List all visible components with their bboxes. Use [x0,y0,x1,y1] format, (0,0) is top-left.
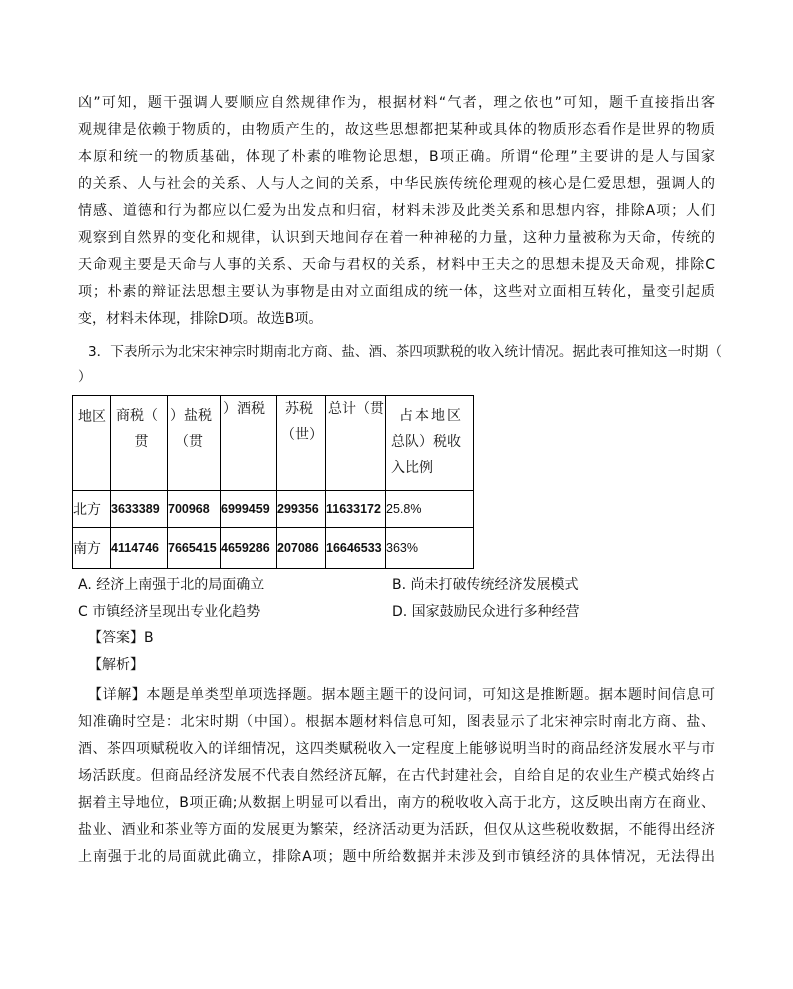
wine-tax-cell: 6999459 [221,491,277,528]
table-header-line: 贯 [134,434,149,450]
option-d: D. 国家鼓励民众进行多种经营 [392,604,580,620]
table-header-cell [73,396,111,491]
explanation-line: 天命观主要是天命与人事的关系、天命与君权的关系，材料中王夫之的思想未提及天命观，排除C [78,257,715,273]
question-line: 3．下表所示为北宋宋神宗时期南北方商、盐、酒、茶四项默税的收入统计情况。据此表可推知这一时期（ [88,344,722,360]
tea-tax-cell: 299356 [277,491,326,528]
ratio-cell: 363% [386,528,474,569]
table-header-cell [326,396,386,491]
table-row [73,528,474,569]
detail-line: 知准确时空是：北宋时期（中国）。根据本题材料信息可知，图表显示了北宋神宗时南北方商、盐、 [78,714,715,730]
table-header-line: 苏税 [285,401,313,417]
table-header-line: ）酒税 [223,401,265,417]
table-row [73,491,474,528]
explanation-line: 本原和统一的物质基础，体现了朴素的唯物论思想，B项正确。所谓“伦理”主要讲的是人与国家 [78,149,715,165]
table-header-line: 总队）税收 [391,434,461,450]
table-header-line: 总计（贯 [328,401,384,417]
table-header-row [73,396,474,491]
explanation-line: 观规律是依赖于物质的，由物质产生的，故这些思想都把某种或具体的物质形态看作是世界的物质 [78,122,715,138]
detail-line: 上南强于北的局面就此确立，排除A项；题中所给数据并未涉及到市镇经济的具体情况，无法得出 [78,849,715,865]
region-cell: 南方 [73,528,111,569]
detail-line: 盐业、酒业和茶业等方面的发展更为繁荣，经济活动更为活跃，但仅从这些税收数据，不能得出经济 [78,822,715,838]
table-header-line: 占本地区 [399,408,463,424]
salt-tax-cell: 7665415 [168,528,221,569]
salt-tax-cell: 700968 [168,491,221,528]
explanation-line: 变，材料未体现，排除D项。故选B项。 [78,311,323,327]
table-header-cell [168,396,221,491]
detail-line: 【详解】本题是单类型单项选择题。据本题主题干的设问词，可知这是推断题。据本题时间信息可 [88,687,715,703]
detailed-analysis [78,682,715,871]
tax-statistics-table [72,395,474,569]
ratio-cell: 25.8% [386,491,474,528]
detail-line: 场活跃度。但商品经济发展不代表自然经济瓦解，在古代封建社会，自给自足的农业生产模式始终占 [78,768,715,784]
answer-label: 【答案】B [88,630,154,646]
tea-tax-cell: 207086 [277,528,326,569]
commerce-tax-cell: 4114746 [111,528,168,569]
previous-explanation [78,90,715,333]
option-a: A. 经济上南强于北的局面确立 [78,577,265,593]
explanation-line: 情感、道德和行为都应以仁爱为出发点和归宿，材料未涉及此类关系和思想内容，排除A项；人们 [78,203,715,219]
table-header-cell [277,396,326,491]
commerce-tax-cell: 3633389 [111,491,168,528]
question-stem [78,340,720,390]
table-header-cell [386,396,474,491]
table-header-line: 入比例 [391,460,433,476]
question-line: ） [78,369,92,385]
detail-line: 酒、茶四项赋税收入的详细情况，这四类赋税收入一定程度上能够说明当时的商品经济发展水平与市 [78,741,715,757]
explanation-line: 的关系、人与社会的关系、人与人之间的关系，中华民族传统伦理观的核心是仁爱思想，强调人的 [78,176,715,192]
region-cell: 北方 [73,491,111,528]
explanation-line: 项；朴素的辩证法思想主要认为事物是由对立面组成的统一体，这些对立面相互转化，量变引起质 [78,284,715,300]
total-cell: 16646533 [326,528,386,569]
detail-line: 据着主导地位，B项正确;从数据上明显可以看出，南方的税收收入高于北方，这反映出南方在商业、 [78,795,715,811]
table-header-cell [221,396,277,491]
table-header-cell [111,396,168,491]
explanation-line: 观察到自然界的变化和规律，认识到天地间存在着一种神秘的力量，这种力量被称为天命，传统的 [78,230,715,246]
table-header-line: （世） [281,427,323,443]
table-header-line: 地区 [78,409,106,425]
table-header-line: 商税（ [116,408,158,424]
analysis-label: 【解析】 [88,657,144,673]
table-header-line: （贯 [175,434,203,450]
option-c: C 市镇经济呈现出专业化趋势 [78,604,261,620]
explanation-line: 凶”可知，题干强调人要顺应自然规律作为，根据材料“气者，理之依也”可知，题千直接指出客 [78,95,715,111]
table-header-line: ）盐税 [170,408,212,424]
wine-tax-cell: 4659286 [221,528,277,569]
option-b: B. 尚未打破传统经济发展模式 [392,577,579,593]
total-cell: 11633172 [326,491,386,528]
